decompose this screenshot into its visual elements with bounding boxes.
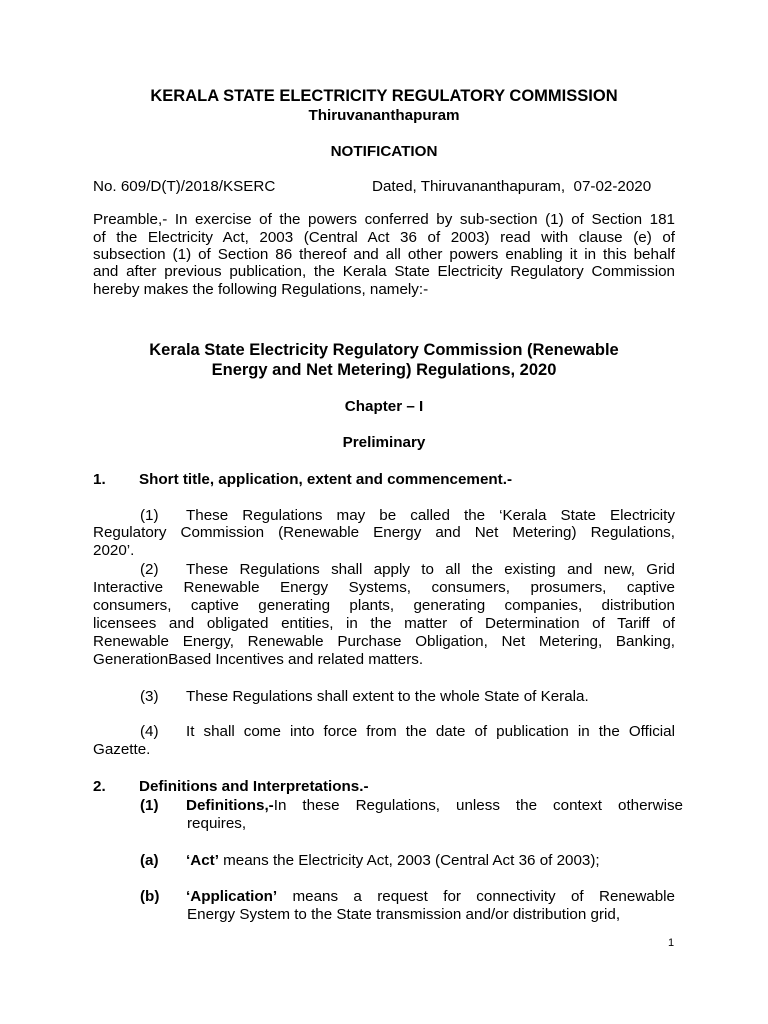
definition-b-number: (b) <box>140 888 160 905</box>
definitions-intro: In these Regulations, unless the context otherwise <box>273 797 683 814</box>
clause-1-1-line-1: These Regulations may be called the ‘Kerala State Electricity <box>186 507 675 524</box>
definition-b-line-2: Energy System to the State transmission and/or distribution grid, <box>187 906 621 923</box>
clause-1-2-line-3: consumers, captive generating plants, generating companies, distribution <box>93 597 675 614</box>
clause-1-4-line-2: Gazette. <box>93 741 151 758</box>
chapter-heading: Chapter – I <box>344 398 424 415</box>
section-1-number: 1. <box>93 471 106 488</box>
clause-2-1-number: (1) <box>140 797 159 814</box>
city-heading: Thiruvananthapuram <box>308 107 460 124</box>
preamble-line-3: subsection (1) of Section 86 thereof and all other powers enabling it in this behalf <box>93 246 675 263</box>
clause-1-4-line-1: It shall come into force from the date of publication in the Official <box>186 723 675 740</box>
commission-heading: KERALA STATE ELECTRICITY REGULATORY COMMISSION <box>150 87 618 105</box>
preamble-line-2: of the Electricity Act, 2003 (Central Act 36 of 2003) read with clause (e) of <box>93 229 675 246</box>
definition-a-text: means the Electricity Act, 2003 (Central Act 36 of 2003); <box>218 852 600 869</box>
clause-1-2-line-1: These Regulations shall apply to all the existing and new, Grid <box>186 561 675 578</box>
clause-1-4-number: (4) <box>140 723 159 740</box>
page-number: 1 <box>668 937 675 949</box>
clause-2-1-line-1 <box>186 797 683 815</box>
chapter-title: Preliminary <box>342 434 426 451</box>
clause-1-1-number: (1) <box>140 507 159 524</box>
notification-date: Dated, Thiruvananthapuram, 07-02-2020 <box>372 178 652 195</box>
section-2-title: Definitions and Interpretations.- <box>139 778 369 795</box>
clause-1-2-number: (2) <box>140 561 159 578</box>
definitions-label: Definitions,- <box>186 797 274 814</box>
definition-a-number: (a) <box>140 852 159 869</box>
definition-a <box>186 852 600 870</box>
preamble-line-1: Preamble,- In exercise of the powers conferred by sub-section (1) of Section 181 <box>93 211 675 228</box>
definition-b-term: ‘Application’ <box>186 888 278 905</box>
section-1-title: Short title, application, extent and commencement.- <box>139 471 512 488</box>
regulation-title-line-2: Energy and Net Metering) Regulations, 2020 <box>211 361 557 379</box>
clause-1-1-line-2: Regulatory Commission (Renewable Energy and Net Metering) Regulations, <box>93 524 675 541</box>
definition-b-text: means a request for connectivity of Renewable <box>292 888 675 905</box>
clause-1-1-line-3: 2020’. <box>93 542 135 559</box>
clause-1-2-line-5: Renewable Energy, Renewable Purchase Obligation, Net Metering, Banking, <box>93 633 675 650</box>
preamble-line-5: hereby makes the following Regulations, namely:- <box>93 281 429 298</box>
definition-a-term: ‘Act’ <box>186 852 219 869</box>
clause-1-3-text: These Regulations shall extent to the whole State of Kerala. <box>186 688 589 705</box>
clause-1-2-line-6: GenerationBased Incentives and related matters. <box>93 651 424 668</box>
clause-1-2-line-4: licensees and obligated entities, in the matter of Determination of Tariff of <box>93 615 675 632</box>
definition-b-line-1 <box>186 888 675 906</box>
notification-number: No. 609/D(T)/2018/KSERC <box>93 178 276 195</box>
section-2-number: 2. <box>93 778 106 795</box>
clause-2-1-line-2: requires, <box>187 815 247 832</box>
regulation-title-line-1: Kerala State Electricity Regulatory Commission (Renewable <box>149 341 619 359</box>
notification-heading: NOTIFICATION <box>330 143 438 160</box>
clause-1-3-number: (3) <box>140 688 159 705</box>
preamble-line-4: and after previous publication, the Kerala State Electricity Regulatory Commission <box>93 263 675 280</box>
clause-1-2-line-2: Interactive Renewable Energy Systems, consumers, prosumers, captive <box>93 579 675 596</box>
